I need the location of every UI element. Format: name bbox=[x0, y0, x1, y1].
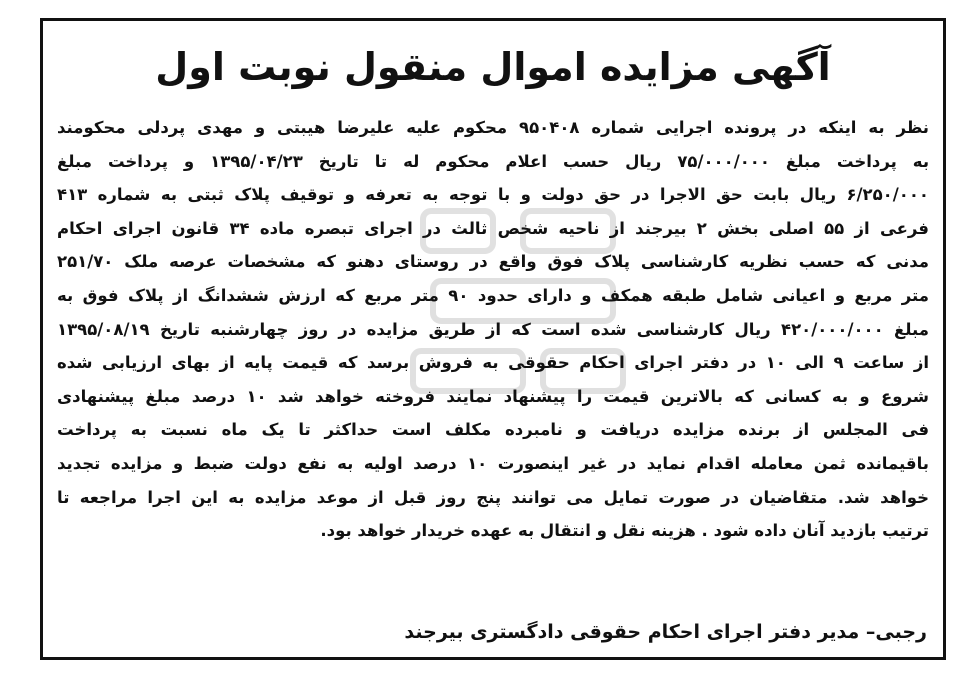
notice-title: آگهی مزایده اموال منقول نوبت اول bbox=[155, 45, 831, 89]
body-line: خواهد شد. متقاضیان در صورت تمایل می توانند پنج روز قبل از موعد مزایده به این اجرا مراجعه تا bbox=[57, 487, 929, 507]
body-line: ۶/۲۵۰/۰۰۰ ریال بابت حق الاجرا در حق دولت و با توجه به تعرفه و توقیف پلاک ثبتی به شماره ۴۱۳ bbox=[57, 185, 929, 205]
body-line: فرعی از ۵۵ اصلی بخش ۲ بیرجند از ناحیه شخص ثالث در اجرای تبصره ماده ۳۴ قانون اجرای احکام bbox=[57, 218, 929, 238]
notice-frame bbox=[40, 18, 946, 660]
body-line: مدنی که حسب نظریه کارشناسی پلاک فوق واقع در روستای دهنو که مشخصات عرصه ملک ۲۵۱/۷۰ bbox=[57, 252, 929, 272]
body-line: به پرداخت مبلغ ۷۵/۰۰۰/۰۰۰ ریال حسب اعلام محکوم له تا تاریخ ۱۳۹۵/۰۴/۲۳ و پرداخت مبلغ bbox=[57, 151, 929, 171]
body-line: متر مربع و اعیانی شامل طبقه همکف و دارای حدود ۹۰ متر مربع که ارزش ششدانگ از پلاک فوق به bbox=[57, 285, 929, 305]
signature: رجبی– مدیر دفتر اجرای احکام حقوقی دادگستری بیرجند bbox=[404, 621, 927, 643]
body-line: از ساعت ۹ الی ۱۰ در دفتر اجرای احکام حقوقی به فروش برسد که قیمت پایه از بهای ارزیابی شده bbox=[57, 353, 929, 373]
body-line: مبلغ ۴۲۰/۰۰۰/۰۰۰ ریال کارشناسی شده است که از طریق مزایده در روز چهارشنبه تاریخ ۱۳۹۵/۰۸/۱۹ bbox=[57, 319, 929, 339]
body-line: فی المجلس از برنده مزایده دریافت و نامبرده مکلف است حداکثر تا یک ماه نسبت به پرداخت bbox=[57, 420, 929, 440]
notice-body bbox=[57, 111, 929, 548]
body-line: شروع و به کسانی که بالاترین قیمت را پیشنهاد نمایند فروخته خواهد شد ۱۰ درصد مبلغ پیشنهادی bbox=[57, 386, 929, 406]
body-line: نظر به اینکه در پرونده اجرایی شماره ۹۵۰۴۰۸ محکوم علیه علیرضا هیبتی و مهدی پردلی محکومند bbox=[57, 118, 929, 137]
body-line: ترتیب بازدید آنان داده شود . هزینه نقل و انتقال به عهده خریدار خواهد بود. bbox=[320, 521, 929, 541]
body-line: باقیمانده ثمن معامله اقدام نماید در غیر اینصورت ۱۰ درصد اولیه به نفع دولت ضبط و مزایده تجدید bbox=[57, 453, 929, 473]
